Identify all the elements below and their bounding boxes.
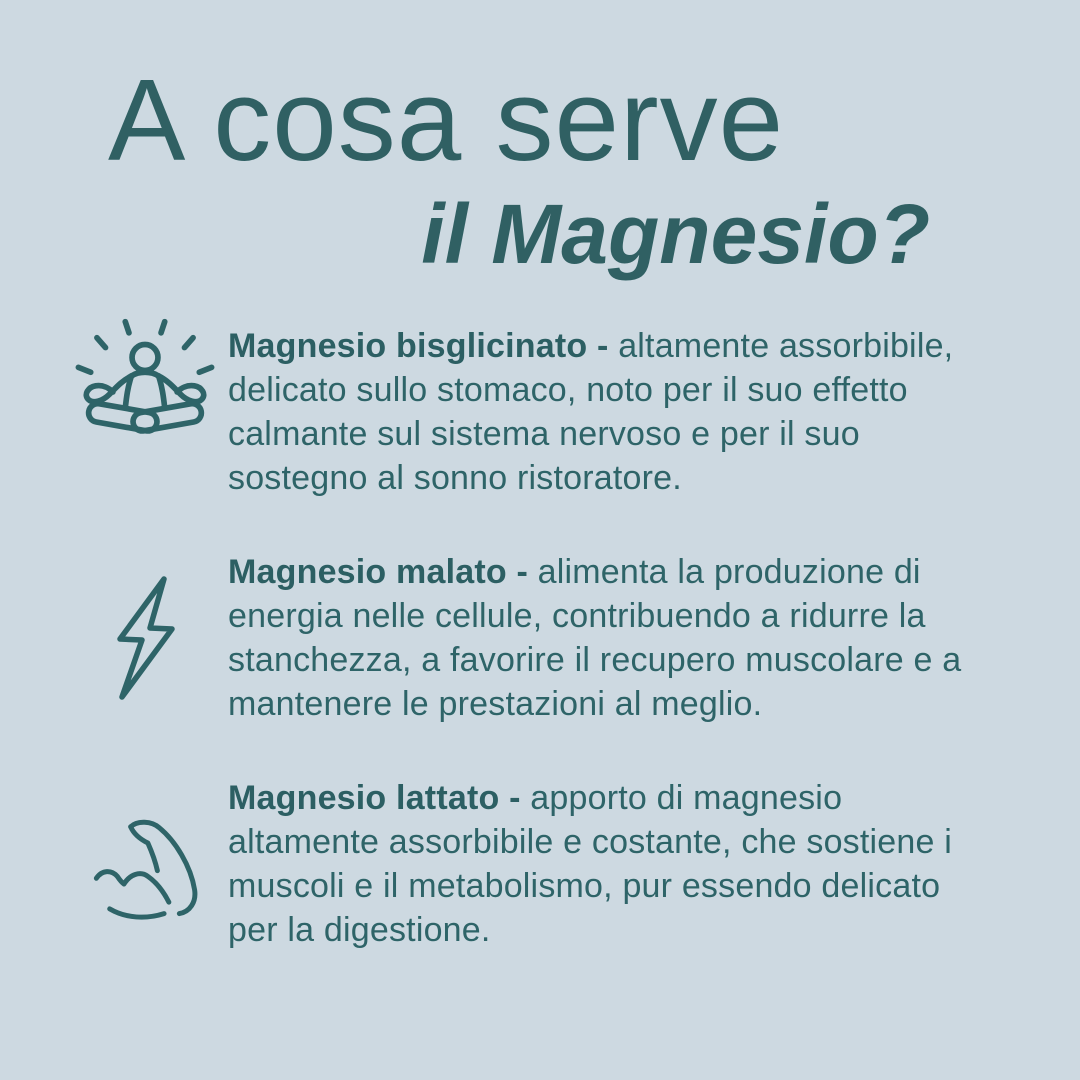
section-text xyxy=(228,550,990,726)
lightning-bolt-icon xyxy=(105,572,185,704)
flexed-biceps-icon xyxy=(83,802,207,926)
section-description: alimenta la produzione di energia nelle cellule, contribuendo a ridurre la stanchezza, a favorire il recupero muscolare e a mantenere le prestazioni al meglio. xyxy=(228,553,962,723)
section-term: Magnesio lattato - xyxy=(228,779,521,817)
icon-cell xyxy=(70,318,220,436)
section-term: Magnesio malato - xyxy=(228,553,529,591)
meditation-icon xyxy=(71,318,219,436)
page-subtitle: il Magnesio? xyxy=(421,187,930,281)
section-term: Magnesio bisglicinato - xyxy=(228,327,609,365)
sections-list xyxy=(0,276,1080,952)
section-malato xyxy=(70,550,990,726)
section-description: altamente assorbibile, delicato sullo stomaco, noto per il suo effetto calmante sul sistema nervoso e per il suo sostegno al sonno ristoratore. xyxy=(228,327,954,497)
icon-cell xyxy=(70,802,220,926)
page-title: A cosa serve xyxy=(108,55,785,185)
section-lattato xyxy=(70,776,990,952)
section-text xyxy=(228,324,990,500)
header xyxy=(0,0,1080,281)
section-text xyxy=(228,776,990,952)
icon-cell xyxy=(70,572,220,704)
section-bisglicinato xyxy=(70,324,990,500)
section-description: apporto di magnesio altamente assorbibile e costante, che sostiene i muscoli e il metabolismo, pur essendo delicato per la digestione. xyxy=(228,779,953,949)
